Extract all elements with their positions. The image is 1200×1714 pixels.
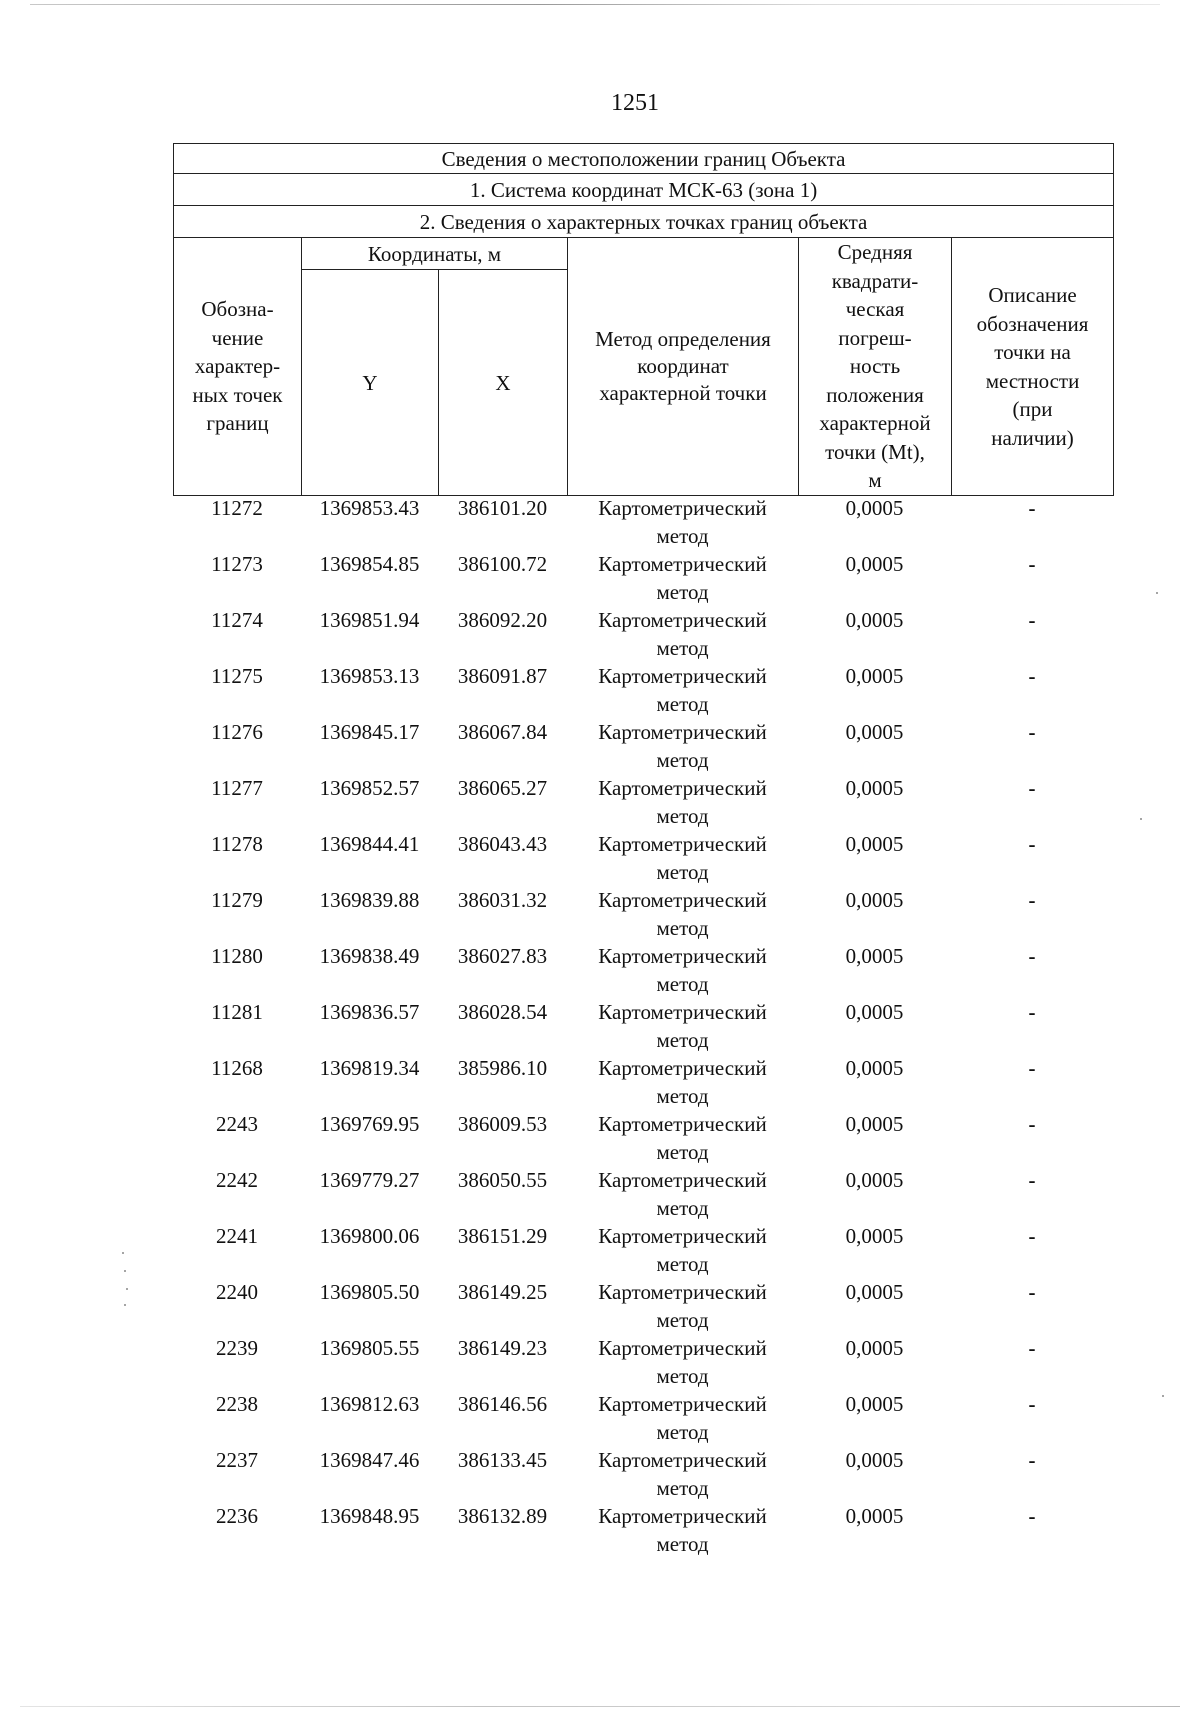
- cell-error: 0,0005: [845, 1392, 904, 1416]
- table-row: [173, 550, 1113, 606]
- table-row: [173, 886, 1113, 942]
- cell-method: Картометрический метод: [598, 1504, 767, 1556]
- cell-y: 1369851.94: [319, 608, 420, 632]
- cell-y: 1369847.46: [319, 1448, 420, 1472]
- points-table-body: [173, 494, 1113, 1558]
- table-row: [173, 830, 1113, 886]
- cell-x: 386043.43: [457, 832, 548, 856]
- cell-description: -: [1028, 1280, 1036, 1304]
- cell-method: Картометрический метод: [598, 1056, 767, 1108]
- scan-speck: [124, 1270, 126, 1272]
- cell-x: 386151.29: [457, 1224, 548, 1248]
- table-row: [173, 494, 1113, 550]
- cell-error: 0,0005: [845, 1448, 904, 1472]
- cell-point: 2239: [216, 1336, 258, 1360]
- cell-point: 2240: [216, 1280, 258, 1304]
- cell-y: 1369805.50: [319, 1280, 420, 1304]
- table-row: [173, 942, 1113, 998]
- cell-description: -: [1028, 664, 1036, 688]
- cell-x: 385986.10: [457, 1056, 548, 1080]
- cell-description: -: [1028, 1224, 1036, 1248]
- cell-description: -: [1028, 552, 1036, 576]
- cell-error: 0,0005: [845, 664, 904, 688]
- cell-y: 1369854.85: [319, 552, 420, 576]
- cell-description: -: [1028, 1504, 1036, 1528]
- header-error: Средняя квадрати- ческая погреш- ность положения характерной точки (Mt), м: [799, 238, 952, 496]
- scan-speck: [126, 1288, 128, 1290]
- section-title: Сведения о местоположении границ Объекта: [174, 144, 1114, 174]
- scan-speck: [124, 1304, 126, 1306]
- cell-method: Картометрический метод: [598, 1112, 767, 1164]
- cell-point: 2238: [216, 1392, 258, 1416]
- cell-point: 11268: [211, 1056, 263, 1080]
- header-designation: Обозна- чение характер- ных точек границ: [174, 238, 302, 496]
- scan-speck: [1140, 818, 1142, 820]
- cell-description: -: [1028, 1448, 1036, 1472]
- cell-method: Картометрический метод: [598, 1448, 767, 1500]
- cell-x: 386149.25: [457, 1280, 548, 1304]
- cell-error: 0,0005: [845, 608, 904, 632]
- cell-point: 2237: [216, 1448, 258, 1472]
- table-row: [173, 1334, 1113, 1390]
- cell-description: -: [1028, 608, 1036, 632]
- table-row: [173, 1054, 1113, 1110]
- cell-x: 386065.27: [457, 776, 548, 800]
- cell-error: 0,0005: [845, 1280, 904, 1304]
- cell-method: Картометрический метод: [598, 552, 767, 604]
- cell-method: Картометрический метод: [598, 1392, 767, 1444]
- cell-error: 0,0005: [845, 888, 904, 912]
- table-row: [173, 774, 1113, 830]
- cell-method: Картометрический метод: [598, 496, 767, 548]
- cell-error: 0,0005: [845, 1336, 904, 1360]
- cell-description: -: [1028, 1168, 1036, 1192]
- table-row: [173, 1222, 1113, 1278]
- cell-point: 2241: [216, 1224, 258, 1248]
- cell-description: -: [1028, 720, 1036, 744]
- table-row: [173, 1390, 1113, 1446]
- table-row: [173, 662, 1113, 718]
- header-coordinates: Координаты, м: [302, 238, 568, 270]
- cell-description: -: [1028, 776, 1036, 800]
- cell-y: 1369845.17: [319, 720, 420, 744]
- cell-y: 1369812.63: [319, 1392, 420, 1416]
- cell-point: 11275: [211, 664, 263, 688]
- cell-point: 11281: [211, 1000, 263, 1024]
- cell-y: 1369805.55: [319, 1336, 420, 1360]
- cell-point: 11276: [211, 720, 263, 744]
- cell-y: 1369853.43: [319, 496, 420, 520]
- cell-description: -: [1028, 1112, 1036, 1136]
- cell-x: 386091.87: [457, 664, 548, 688]
- header-y: Y: [302, 270, 439, 496]
- cell-x: 386028.54: [457, 1000, 548, 1024]
- cell-error: 0,0005: [845, 776, 904, 800]
- cell-x: 386092.20: [457, 608, 548, 632]
- header-description: Описание обозначения точки на местности (при наличии): [952, 238, 1114, 496]
- table-row: [173, 1446, 1113, 1502]
- cell-x: 386031.32: [457, 888, 548, 912]
- table-row: [173, 718, 1113, 774]
- cell-point: 11278: [211, 832, 263, 856]
- points-section-title: 2. Сведения о характерных точках границ объекта: [174, 206, 1114, 238]
- cell-x: 386149.23: [457, 1336, 548, 1360]
- cell-y: 1369819.34: [319, 1056, 420, 1080]
- cell-x: 386133.45: [457, 1448, 548, 1472]
- header-method: Метод определения координат характерной точки: [568, 238, 799, 496]
- cell-x: 386067.84: [457, 720, 548, 744]
- cell-error: 0,0005: [845, 496, 904, 520]
- cell-point: 11279: [211, 888, 263, 912]
- cell-point: 11272: [211, 496, 263, 520]
- page-number: 1251: [611, 90, 659, 116]
- cell-point: 11274: [211, 608, 263, 632]
- cell-method: Картометрический метод: [598, 720, 767, 772]
- scan-edge-top: [30, 4, 1160, 5]
- table-row: [173, 998, 1113, 1054]
- cell-y: 1369839.88: [319, 888, 420, 912]
- cell-x: 386027.83: [457, 944, 548, 968]
- cell-method: Картометрический метод: [598, 1224, 767, 1276]
- table-row: [173, 1166, 1113, 1222]
- cell-description: -: [1028, 496, 1036, 520]
- cell-method: Картометрический метод: [598, 1336, 767, 1388]
- cell-point: 11273: [211, 552, 263, 576]
- cell-y: 1369844.41: [319, 832, 420, 856]
- cell-y: 1369800.06: [319, 1224, 420, 1248]
- cell-error: 0,0005: [845, 832, 904, 856]
- cell-x: 386146.56: [457, 1392, 548, 1416]
- cell-method: Картометрический метод: [598, 1000, 767, 1052]
- cell-y: 1369838.49: [319, 944, 420, 968]
- cell-point: 2242: [216, 1168, 258, 1192]
- cell-error: 0,0005: [845, 552, 904, 576]
- cell-point: 2243: [216, 1112, 258, 1136]
- cell-error: 0,0005: [845, 1224, 904, 1248]
- cell-point: 11277: [211, 776, 263, 800]
- scan-speck: [1162, 1395, 1164, 1397]
- cell-x: 386050.55: [457, 1168, 548, 1192]
- cell-description: -: [1028, 944, 1036, 968]
- cell-description: -: [1028, 888, 1036, 912]
- coordinate-system: 1. Система координат МСК-63 (зона 1): [174, 174, 1114, 206]
- cell-y: 1369853.13: [319, 664, 420, 688]
- cell-x: 386132.89: [457, 1504, 548, 1528]
- cell-x: 386100.72: [457, 552, 548, 576]
- cell-error: 0,0005: [845, 1056, 904, 1080]
- cell-method: Картометрический метод: [598, 1168, 767, 1220]
- cell-description: -: [1028, 1392, 1036, 1416]
- cell-y: 1369848.95: [319, 1504, 420, 1528]
- cell-description: -: [1028, 1336, 1036, 1360]
- cell-y: 1369852.57: [319, 776, 420, 800]
- table-row: [173, 1278, 1113, 1334]
- cell-x: 386009.53: [457, 1112, 548, 1136]
- points-table-header: [173, 143, 1114, 496]
- cell-method: Картометрический метод: [598, 608, 767, 660]
- cell-y: 1369779.27: [319, 1168, 420, 1192]
- cell-method: Картометрический метод: [598, 1280, 767, 1332]
- scan-speck: [1156, 592, 1158, 594]
- cell-method: Картометрический метод: [598, 832, 767, 884]
- cell-description: -: [1028, 832, 1036, 856]
- cell-error: 0,0005: [845, 1000, 904, 1024]
- cell-error: 0,0005: [845, 1112, 904, 1136]
- cell-point: 11280: [211, 944, 263, 968]
- cell-description: -: [1028, 1056, 1036, 1080]
- cell-method: Картометрический метод: [598, 664, 767, 716]
- cell-method: Картометрический метод: [598, 776, 767, 828]
- cell-description: -: [1028, 1000, 1036, 1024]
- table-row: [173, 1502, 1113, 1558]
- cell-error: 0,0005: [845, 944, 904, 968]
- cell-error: 0,0005: [845, 720, 904, 744]
- cell-method: Картометрический метод: [598, 888, 767, 940]
- cell-y: 1369769.95: [319, 1112, 420, 1136]
- cell-error: 0,0005: [845, 1504, 904, 1528]
- table-row: [173, 1110, 1113, 1166]
- scan-edge-bottom: [20, 1706, 1180, 1707]
- cell-x: 386101.20: [457, 496, 548, 520]
- cell-method: Картометрический метод: [598, 944, 767, 996]
- table-row: [173, 606, 1113, 662]
- cell-error: 0,0005: [845, 1168, 904, 1192]
- scan-speck: [122, 1252, 124, 1254]
- cell-point: 2236: [216, 1504, 258, 1528]
- header-x: X: [439, 270, 568, 496]
- cell-y: 1369836.57: [319, 1000, 420, 1024]
